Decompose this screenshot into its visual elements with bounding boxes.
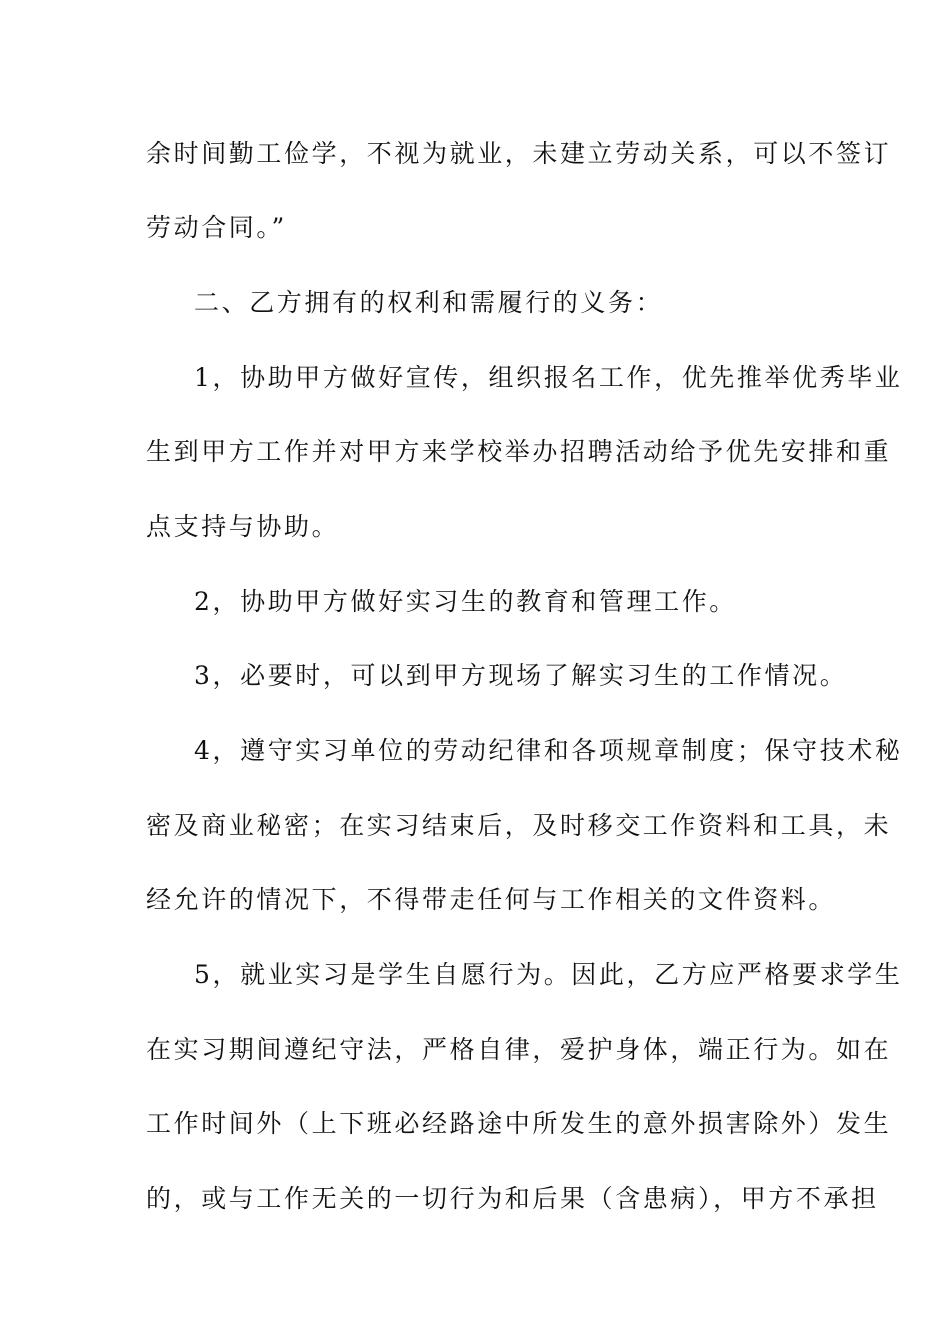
list-item-line: 经允许的情况下，不得带走任何与工作相关的文件资料。 — [146, 885, 837, 914]
body-text-line: 劳动合同。” — [146, 213, 287, 242]
list-item-line: 1，协助甲方做好宣传，组织报名工作，优先推举优秀毕业 — [194, 363, 903, 392]
list-item-line: 生到甲方工作并对甲方来学校举办招聘活动给予优先安排和重 — [146, 437, 892, 466]
list-item-line: 2，协助甲方做好实习生的教育和管理工作。 — [194, 587, 737, 616]
list-item-line: 5，就业实习是学生自愿行为。因此，乙方应严格要求学生 — [194, 960, 903, 989]
list-item-line: 点支持与协助。 — [146, 512, 340, 541]
body-text-line: 余时间勤工俭学，不视为就业，未建立劳动关系，可以不签订 — [146, 139, 892, 168]
list-item-line: 3，必要时，可以到甲方现场了解实习生的工作情况。 — [194, 661, 848, 690]
list-item-line: 在实习期间遵纪守法，严格自律，爱护身体，端正行为。如在 — [146, 1035, 892, 1064]
section-heading: 二、乙方拥有的权利和需履行的义务： — [194, 288, 664, 317]
list-item-line: 4，遵守实习单位的劳动纪律和各项规章制度；保守技术秘 — [194, 736, 903, 765]
list-item-line: 密及商业秘密；在实习结束后，及时移交工作资料和工具，未 — [146, 811, 892, 840]
list-item-line: 的，或与工作无关的一切行为和后果（含患病），甲方不承担 — [146, 1184, 879, 1213]
list-item-line: 工作时间外（上下班必经路途中所发生的意外损害除外）发生 — [146, 1109, 892, 1138]
